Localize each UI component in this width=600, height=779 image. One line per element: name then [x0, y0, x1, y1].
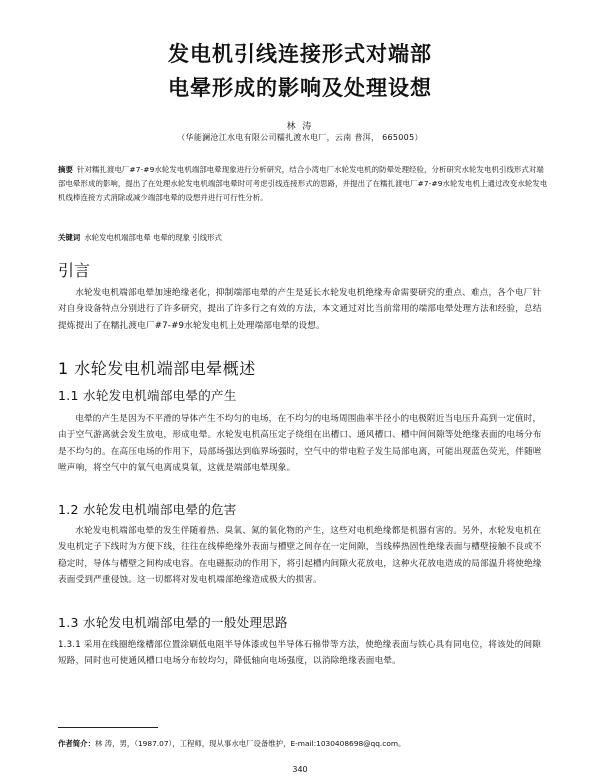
keywords: [58, 232, 548, 243]
intro-paragraph: 水轮发电机端部电晕加速绝缘老化，抑制端部电晕的产生是延长水轮发电机绝缘寿命需要研究的重点、难点，各个电厂针对自身设备特点分别进行了许多研究，提出了许多行之有效的方法，本文通过对比当前常用的端部电晕处理方法和经验，总结提炼提出了在糯扎渡电厂#7-#9水轮发电机上处理端部电晕的设想。: [58, 288, 542, 331]
abstract-label: 摘要: [58, 165, 73, 174]
intro-heading: 引言: [58, 261, 91, 280]
footnote-divider: [58, 727, 158, 728]
paper-title-line2: 电晕形成的影响及处理设想: [168, 76, 432, 100]
section1-3-heading: 1.3 水轮发电机端部电晕的一般处理思路: [58, 615, 288, 630]
keywords-text: 水轮发电机端部电晕 电晕的现象 引线形式: [84, 233, 222, 242]
author-footnote: [58, 738, 558, 749]
footnote-text: 林 涛，男，（1987.07），工程师，现从事水电厂设备维护，E-mail:1030408698@qq.com。: [94, 739, 406, 748]
author-name: 林 涛: [286, 122, 314, 132]
section1-heading: 1 水轮发电机端部电晕概述: [58, 359, 256, 378]
author-affiliation: （华能澜沧江水电有限公司糯扎渡水电厂，云南 普洱， 665005）: [177, 133, 423, 142]
abstract-text: 针对糯扎渡电厂#7-#9水轮发电机端部电晕现象进行分析研究，结合小湾电厂水轮发电机的防晕处理经验，分析研究水轮发电机引线形式对端部电晕形成的影响，提出了在处理水轮发电机端部电晕时可考虑引线连接形式的思路，并提出了在糯扎渡电厂#7-#9水轮发电机上通过改变水轮发电机线棒连接方式消除或减少端部电晕的设想并进行可行性分析。: [58, 165, 548, 203]
keywords-label: 关键词: [58, 233, 81, 242]
paper-title-line1: 发电机引线连接形式对端部: [168, 42, 432, 66]
section1-1-paragraph: 电晕的产生是因为不平滑的导体产生不均匀的电场，在不均匀的电场周围曲率半径小的电极附近当电压升高到一定值时，由于空气游离就会发生放电，形成电晕。水轮发电机高压定子绕组在出槽口、通风槽口、槽中间间隙等处绝缘表面的电场分布是不均匀的。在高压电场的作用下，局部场强达到临界场强时，空气中的带电粒子发生局部电离，可能出现蓝色荧光，伴随咝咝声响，将空气中的氧气电离成臭氧，这就是端部电晕现象。: [58, 414, 542, 474]
page-number: 340: [292, 765, 308, 774]
section1-1-heading: 1.1 水轮发电机端部电晕的产生: [58, 388, 237, 403]
section1-3-paragraph: 1.3.1 采用在线圈绝缘槽部位置涂刷低电阻半导体漆或包半导体石棉带等方法，使绝缘表面与铁心具有同电位，将该处的间隙短路，同时也可使通风槽口电场分布较均匀，降低轴向电场强度，以消除绝缘表面电晕。: [58, 640, 542, 667]
section1-2-heading: 1.2 水轮发电机端部电晕的危害: [58, 502, 237, 517]
abstract: [58, 163, 548, 206]
footnote-label: 作者简介：: [58, 739, 95, 748]
section1-2-paragraph: 水轮发电机端部电晕的发生伴随着热、臭氧、氮的氧化物的产生，这些对电机绝缘都是机器有害的。另外，水轮发电机在发电机定子下线时为方便下线，往往在线棒绝缘外表面与槽壁之间存在一定间隙，当线棒热固性绝缘表面与槽壁接触不良或不稳定时，导体与槽壁之间构成电容。在电磁振动的作用下，将引起槽内间隙火花放电，这种火花放电造成的局部温升将使绝缘表面受到严重侵蚀。这一切都将对发电机端部绝缘造成极大的损害。: [58, 526, 542, 586]
